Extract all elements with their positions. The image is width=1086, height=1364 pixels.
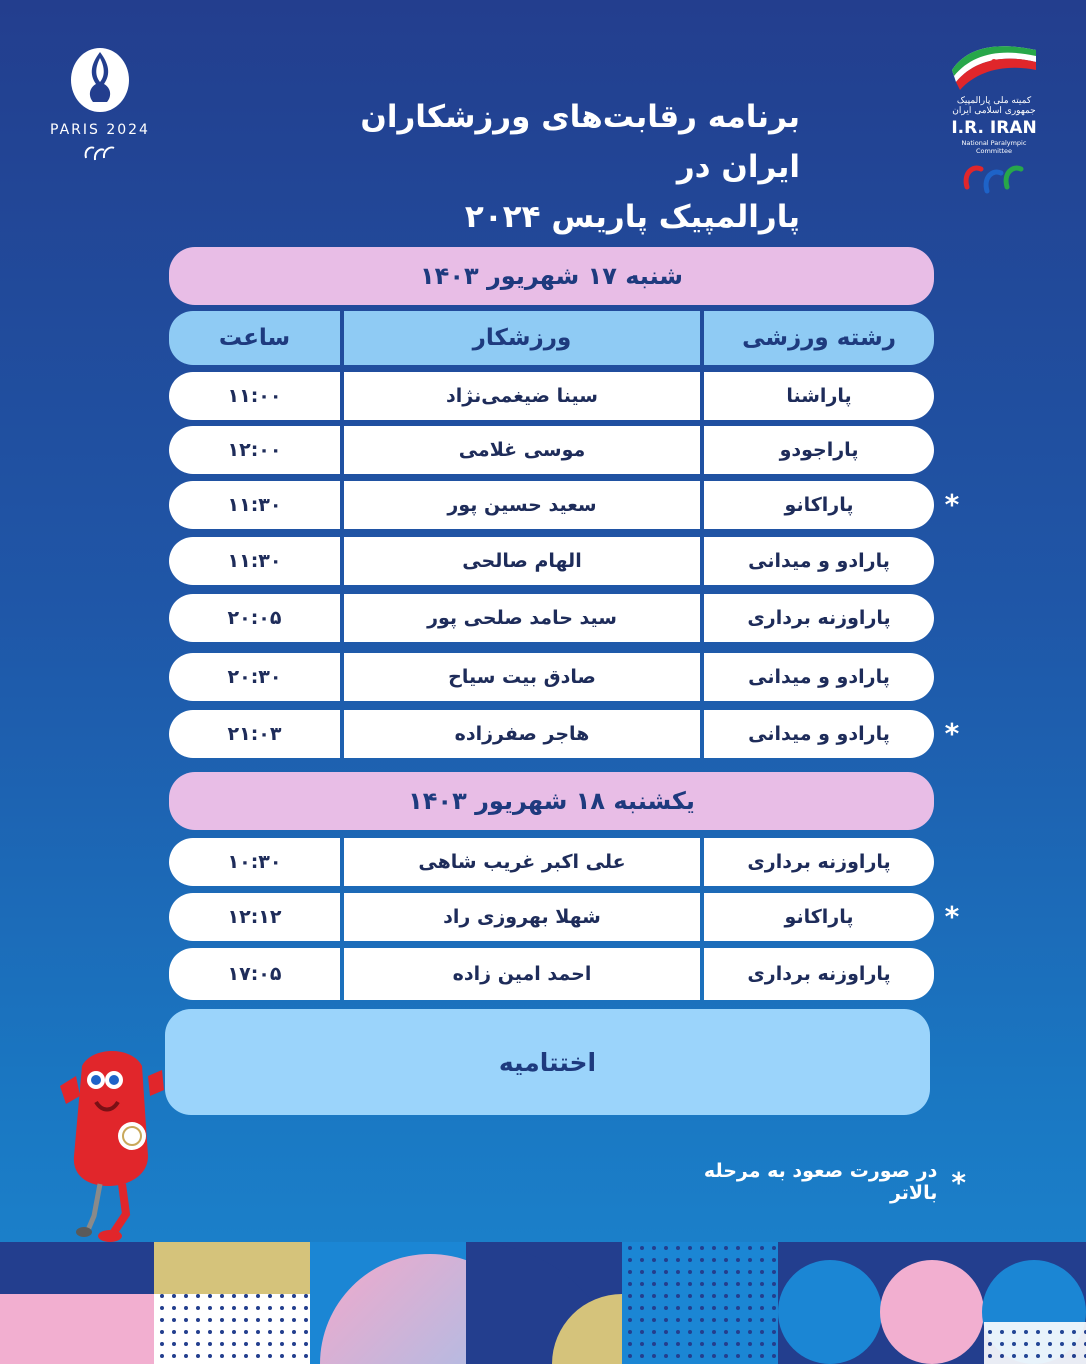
phryge-mascot-illustration	[52, 1046, 172, 1256]
table-row	[169, 594, 934, 642]
table-row	[169, 537, 934, 585]
column-header-athlete: ورزشکار	[344, 311, 700, 365]
table-row	[169, 710, 934, 758]
sport-cell: پاراوزنه برداری	[704, 948, 934, 1000]
date-header-day-1: شنبه ۱۷ شهریور ۱۴۰۳	[169, 247, 934, 305]
athlete-cell: شهلا بهروزی راد	[344, 893, 700, 941]
footnote-star: *	[951, 1165, 966, 1199]
iran-logo-subtitle: National Paralympic Committee	[961, 139, 1027, 155]
time-cell: ۲۱:۰۳	[169, 710, 340, 758]
decorative-pattern-band	[0, 1242, 1086, 1364]
paris-flame-icon	[69, 44, 131, 114]
advancement-star: *	[944, 717, 960, 750]
time-cell: ۲۰:۰۵	[169, 594, 340, 642]
advancement-star: *	[944, 488, 960, 521]
sport-cell: پارادو و میدانی	[704, 653, 934, 701]
agitos-icon	[80, 142, 120, 164]
time-cell: ۲۰:۳۰	[169, 653, 340, 701]
column-header-sport: رشته ورزشی	[704, 311, 934, 365]
footnote-text: در صورت صعود به مرحله بالاتر	[703, 1160, 938, 1204]
closing-ceremony: اختتامیه	[165, 1009, 930, 1115]
sport-cell: پاراشنا	[704, 372, 934, 420]
table-header-row	[169, 311, 934, 365]
paralympic-agitos-icon	[959, 159, 1029, 195]
sport-cell: پاراوزنه برداری	[704, 838, 934, 886]
table-row	[169, 948, 934, 1000]
athlete-cell: الهام صالحی	[344, 537, 700, 585]
sport-cell: پاراکانو	[704, 481, 934, 529]
table-row	[169, 838, 934, 886]
sport-cell: پارادو و میدانی	[704, 537, 934, 585]
iran-logo-script: کمیته ملی پارالمپیک جمهوری اسلامی ایران	[952, 96, 1036, 116]
athlete-cell: سید حامد صلحی پور	[344, 594, 700, 642]
sport-cell: پاراجودو	[704, 426, 934, 474]
table-row	[169, 893, 934, 941]
athlete-cell: هاجر صفرزاده	[344, 710, 700, 758]
date-header-day-2: یکشنبه ۱۸ شهریور ۱۴۰۳	[169, 772, 934, 830]
iran-logo-name: I.R. IRAN	[951, 118, 1037, 138]
title-line-1: برنامه رقابت‌های ورزشکاران ایران در	[360, 99, 800, 185]
time-cell: ۱۰:۳۰	[169, 838, 340, 886]
table-row	[169, 372, 934, 420]
sport-cell: پارادو و میدانی	[704, 710, 934, 758]
time-cell: ۱۲:۰۰	[169, 426, 340, 474]
title-line-2: پارالمپیک پاریس ۲۰۲۴	[464, 199, 800, 235]
paris-logo-text: PARIS 2024	[50, 122, 150, 138]
athlete-cell: احمد امین زاده	[344, 948, 700, 1000]
time-cell: ۱۱:۰۰	[169, 372, 340, 420]
table-row	[169, 426, 934, 474]
athlete-cell: سینا ضیغمی‌نژاد	[344, 372, 700, 420]
iran-flag-icon	[948, 40, 1040, 90]
table-row	[169, 653, 934, 701]
advancement-star: *	[944, 900, 960, 933]
sport-cell: پاراکانو	[704, 893, 934, 941]
table-row	[169, 481, 934, 529]
time-cell: ۱۱:۳۰	[169, 481, 340, 529]
athlete-cell: علی اکبر غریب شاهی	[344, 838, 700, 886]
athlete-cell: سعید حسین پور	[344, 481, 700, 529]
column-header-time: ساعت	[169, 311, 340, 365]
sport-cell: پاراوزنه برداری	[704, 594, 934, 642]
athlete-cell: موسی غلامی	[344, 426, 700, 474]
time-cell: ۱۲:۱۲	[169, 893, 340, 941]
time-cell: ۱۱:۳۰	[169, 537, 340, 585]
athlete-cell: صادق بیت سیاح	[344, 653, 700, 701]
iran-npc-logo	[946, 40, 1042, 210]
page-title	[280, 92, 800, 242]
time-cell: ۱۷:۰۵	[169, 948, 340, 1000]
paris-2024-logo	[44, 44, 156, 174]
footnote	[650, 1160, 966, 1204]
